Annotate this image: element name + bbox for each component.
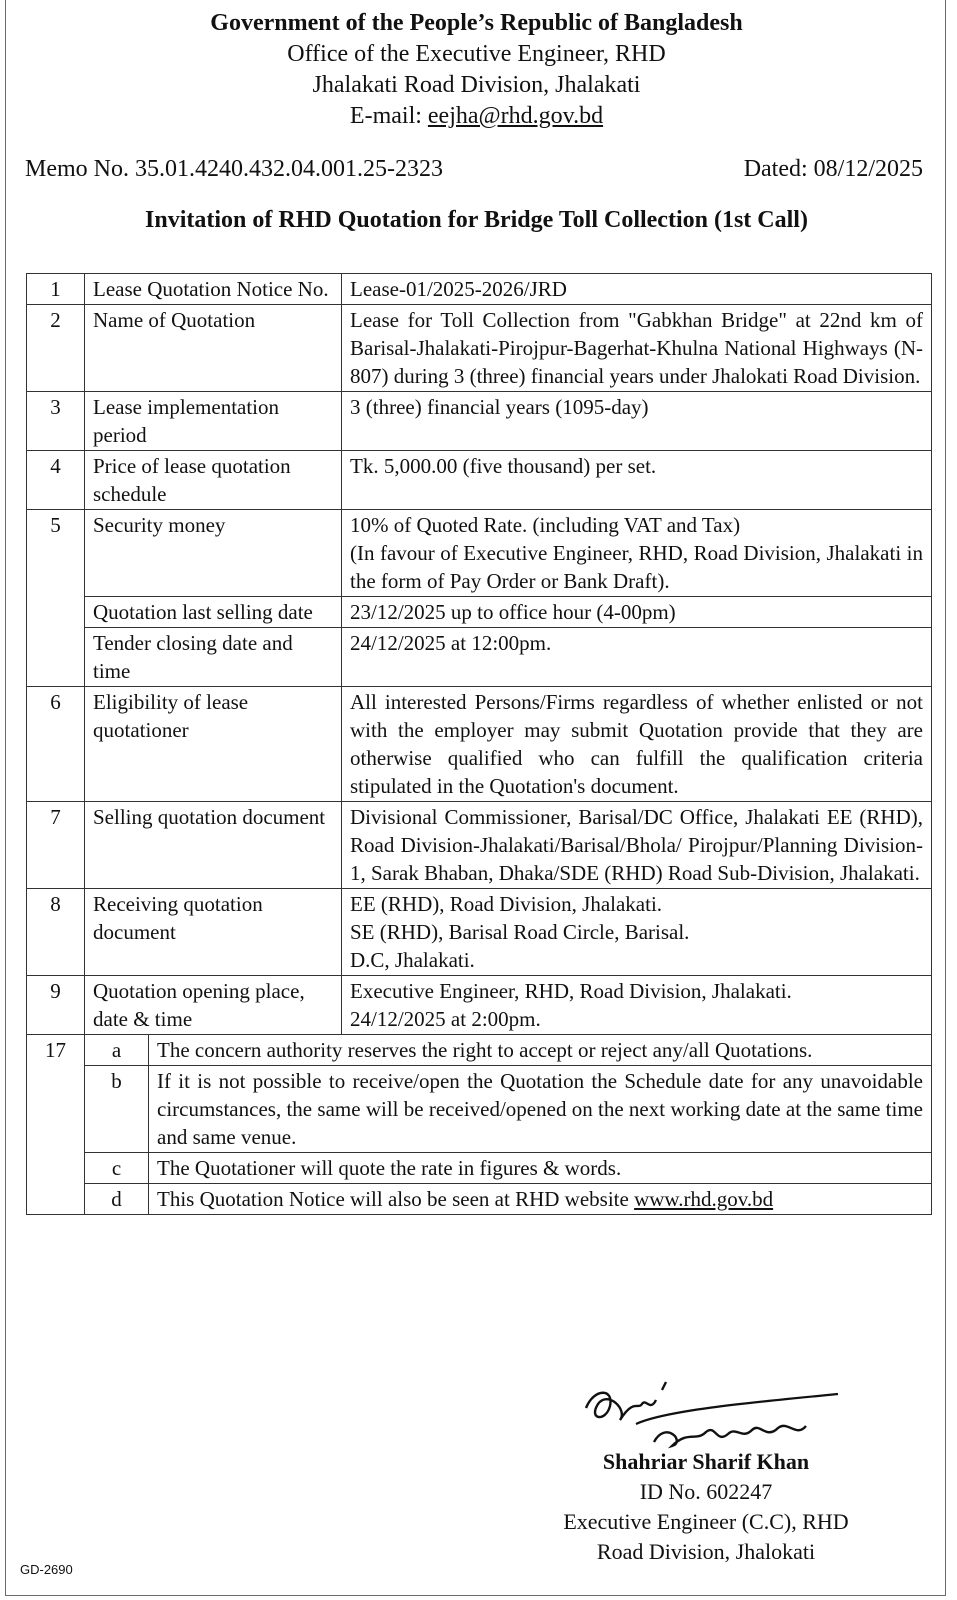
table-row xyxy=(27,305,932,392)
memo-line xyxy=(25,156,923,183)
note-text xyxy=(149,1184,932,1215)
row-label: Security money xyxy=(85,510,342,597)
signatory-designation: Executive Engineer (C.C), RHD xyxy=(563,1509,849,1534)
row-label: Receiving quotation document xyxy=(85,889,342,976)
quotation-table xyxy=(26,273,932,1215)
email-line xyxy=(6,101,947,132)
notes-number: 17 xyxy=(27,1035,85,1215)
row-number: 1 xyxy=(27,274,85,305)
table-row xyxy=(27,628,932,687)
row-value: Tk. 5,000.00 (five thousand) per set. xyxy=(342,451,932,510)
table-row xyxy=(27,687,932,802)
note-row xyxy=(27,1066,932,1153)
division-heading: Jhalakati Road Division, Jhalakati xyxy=(312,72,641,98)
letterhead xyxy=(6,8,947,132)
table-row xyxy=(27,392,932,451)
note-text: The Quotationer will quote the rate in figures & words. xyxy=(149,1153,932,1184)
signatory-office: Road Division, Jhalokati xyxy=(596,1539,816,1564)
row-label: Name of Quotation xyxy=(85,305,342,392)
row-value-line: (In favour of Executive Engineer, RHD, Road Division, Jhalakati in the form of Pay Order or Bank Draft). xyxy=(350,541,923,593)
row-number xyxy=(27,597,85,628)
row-label: Lease implementation period xyxy=(85,392,342,451)
row-number: 3 xyxy=(27,392,85,451)
row-label: Price of lease quotation schedule xyxy=(85,451,342,510)
note-letter: b xyxy=(85,1066,149,1153)
row-value xyxy=(342,889,932,976)
note-letter: a xyxy=(85,1035,149,1066)
row-number: 8 xyxy=(27,889,85,976)
government-heading: Government of the People’s Republic of Bangladesh xyxy=(210,10,743,36)
table-row xyxy=(27,976,932,1035)
note-letter: d xyxy=(85,1184,149,1215)
table-row xyxy=(27,451,932,510)
table-row xyxy=(27,510,932,597)
row-number: 4 xyxy=(27,451,85,510)
note-text: The concern authority reserves the right to accept or reject any/all Quotations. xyxy=(149,1035,932,1066)
row-value: Divisional Commissioner, Barisal/DC Office, Jhalakati EE (RHD), Road Division-Jhalakati/Barisal/Bhola/ Pirojpur/Planning Division-1, Sarak Bhaban, Dhaka/SDE (RHD) Road Sub-Division, Jhalakati. xyxy=(342,802,932,889)
row-label: Quotation opening place, date & time xyxy=(85,976,342,1035)
row-value: Lease-01/2025-2026/JRD xyxy=(342,274,932,305)
row-value-line: EE (RHD), Road Division, Jhalakati. xyxy=(350,892,663,916)
row-number: 2 xyxy=(27,305,85,392)
row-value: All interested Persons/Firms regardless of whether enlisted or not with the employer may submit Quotation provide that they are otherwise qualified who can fulfill the qualification criteria stipulated in the Quotation's document. xyxy=(342,687,932,802)
row-number: 7 xyxy=(27,802,85,889)
row-label: Eligibility of lease quotationer xyxy=(85,687,342,802)
memo-number: Memo No. 35.01.4240.432.04.001.25-2323 xyxy=(25,156,443,182)
website-link[interactable]: www.rhd.gov.bd xyxy=(634,1187,774,1211)
row-number: 6 xyxy=(27,687,85,802)
row-label: Lease Quotation Notice No. xyxy=(85,274,342,305)
signatory-id: ID No. 602247 xyxy=(639,1479,773,1504)
table-row xyxy=(27,802,932,889)
row-value-line: SE (RHD), Barisal Road Circle, Barisal. xyxy=(350,920,690,944)
row-number: 9 xyxy=(27,976,85,1035)
row-value-line: D.C, Jhalakati. xyxy=(350,948,475,972)
office-heading: Office of the Executive Engineer, RHD xyxy=(287,41,666,67)
row-value: 24/12/2025 at 12:00pm. xyxy=(342,628,932,687)
memo-date: Dated: 08/12/2025 xyxy=(743,156,923,182)
row-label: Quotation last selling date xyxy=(85,597,342,628)
row-value xyxy=(342,976,932,1035)
footer-code: GD-2690 xyxy=(20,1562,73,1577)
email-link[interactable]: eejha@rhd.gov.bd xyxy=(427,103,604,129)
row-value-line: Executive Engineer, RHD, Road Division, Jhalakati. xyxy=(350,979,792,1003)
note-row xyxy=(27,1184,932,1215)
row-value-line: 24/12/2025 at 2:00pm. xyxy=(350,1007,541,1031)
note-row xyxy=(27,1153,932,1184)
signatory-block xyxy=(526,1385,886,1567)
note-text-prefix: This Quotation Notice will also be seen at RHD website xyxy=(157,1187,635,1211)
table-row xyxy=(27,274,932,305)
row-value xyxy=(342,510,932,597)
signature-area xyxy=(526,1385,886,1447)
note-text: If it is not possible to receive/open the Quotation the Schedule date for any unavoidable circumstances, the same will be received/opened on the next working date at the same time and same venue. xyxy=(149,1066,932,1153)
row-label: Selling quotation document xyxy=(85,802,342,889)
email-label: E-mail: xyxy=(349,103,422,129)
notice-title: Invitation of RHD Quotation for Bridge Toll Collection (1st Call) xyxy=(145,207,808,233)
row-value: 3 (three) financial years (1095-day) xyxy=(342,392,932,451)
row-label: Tender closing date and time xyxy=(85,628,342,687)
notice-page xyxy=(5,0,946,1596)
row-value: Lease for Toll Collection from "Gabkhan Bridge" at 22nd km of Barisal-Jhalakati-Pirojpur-Bagerhat-Khulna National Highways (N-807) during 3 (three) financial years under Jhalokati Road Division. xyxy=(342,305,932,392)
row-number: 5 xyxy=(27,510,85,597)
row-value: 23/12/2025 up to office hour (4-00pm) xyxy=(342,597,932,628)
row-value-line: 10% of Quoted Rate. (including VAT and Tax) xyxy=(350,513,741,537)
row-number xyxy=(27,628,85,687)
table-row xyxy=(27,889,932,976)
note-row xyxy=(27,1035,932,1066)
note-letter: c xyxy=(85,1153,149,1184)
signatory-name: Shahriar Sharif Khan xyxy=(602,1449,810,1474)
table-row xyxy=(27,597,932,628)
